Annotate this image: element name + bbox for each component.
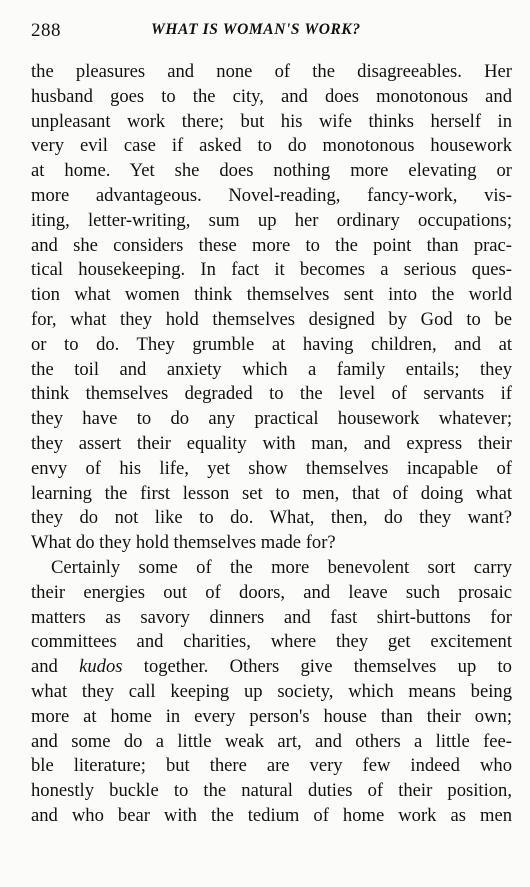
text-line: the toil and anxiety which a family entails; they xyxy=(31,358,512,380)
running-head: WHAT IS WOMAN'S WORK? xyxy=(151,21,361,38)
text-line: honestly buckle to the natural duties of their position, xyxy=(31,780,512,802)
text-line: their energies out of doors, and leave such prosaic xyxy=(31,581,512,603)
text-line: husband goes to the city, and does monotonous and xyxy=(31,85,512,107)
text-line: more advantageous. Novel-reading, fancy-work, vis- xyxy=(31,184,512,206)
text-line: tical housekeeping. In fact it becomes a serious ques- xyxy=(31,259,512,281)
text-line: envy of his life, yet show themselves incapable of xyxy=(31,457,512,479)
kudos-after: together. Others give themselves up to xyxy=(122,656,512,678)
page-number: 288 xyxy=(31,20,61,41)
text-line: iting, letter-writing, sum up her ordinary occupations; xyxy=(31,209,512,231)
text-line: tion what women think themselves sent into the world xyxy=(31,284,512,306)
text-line: think themselves degraded to the level of servants if xyxy=(31,383,512,405)
text-line: and who bear with the tedium of home work as men xyxy=(31,804,512,826)
text-line: ble literature; but there are very few indeed who xyxy=(31,755,512,777)
text-line: learning the first lesson set to men, that of doing what xyxy=(31,482,512,504)
text-line: and some do a little weak art, and others a little fee- xyxy=(31,730,512,752)
text-line-paragraph-start: Certainly some of the more benevolent sort carry xyxy=(51,556,512,578)
text-line: unpleasant work there; but his wife thinks herself in xyxy=(31,110,512,132)
kudos-before: and xyxy=(31,656,80,678)
text-line: or to do. They grumble at having children, and at xyxy=(31,333,512,355)
text-line: the pleasures and none of the disagreeables. Her xyxy=(31,61,512,82)
text-line: they have to do any practical housework whatever; xyxy=(31,408,512,430)
text-line: for, what they hold themselves designed by God to be xyxy=(31,308,512,330)
text-line: more at home in every person's house than their own; xyxy=(31,705,512,727)
kudos-word: kudos xyxy=(79,656,123,678)
text-line-kudos xyxy=(31,655,512,680)
page-header xyxy=(31,20,512,46)
text-line-paragraph-end: What do they hold themselves made for? xyxy=(31,532,336,554)
text-line: at home. Yet she does nothing more elevating or xyxy=(31,160,512,182)
text-line: and she considers these more to the point than prac- xyxy=(31,234,512,256)
text-line: they do not like to do. What, then, do they want? xyxy=(31,507,512,529)
text-line: what they call keeping up society, which means being xyxy=(31,680,512,702)
text-line: matters as savory dinners and fast shirt-buttons for xyxy=(31,606,512,628)
text-line: committees and charities, where they get excitement xyxy=(31,631,512,653)
body-text xyxy=(31,60,512,829)
text-line: they assert their equality with man, and express their xyxy=(31,432,512,454)
text-line: very evil case if asked to do monotonous housework xyxy=(31,135,512,157)
